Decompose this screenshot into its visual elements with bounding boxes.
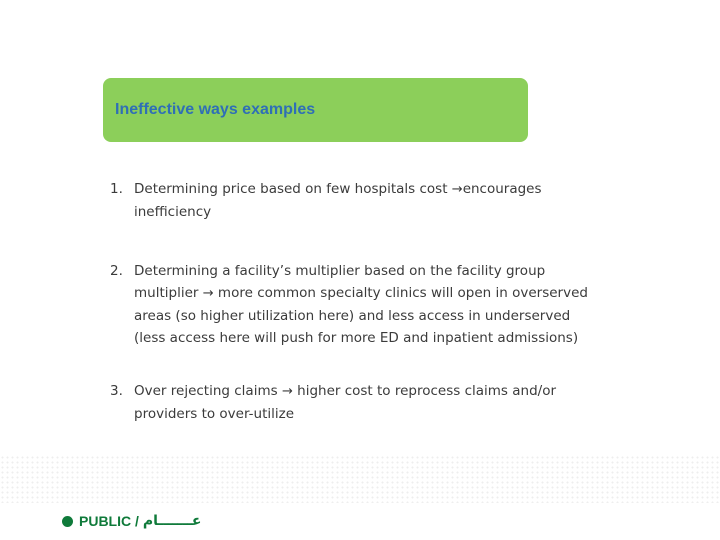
text-segment: encourages — [462, 181, 542, 197]
text-line — [134, 403, 556, 425]
text-segment: (less access here will push for more ED and inpatient admissions) — [134, 330, 579, 346]
text-segment: more common specialty clinics will open in overserved — [213, 285, 588, 301]
list-item-number: 1. — [110, 181, 123, 197]
list-item-text — [134, 380, 556, 425]
classification-footer — [62, 510, 201, 532]
classification-label: PUBLIC / — [79, 513, 139, 529]
text-line — [134, 327, 588, 349]
arrow-right-icon: → — [281, 384, 293, 399]
text-segment: Determining a facility’s multiplier based on the facility group — [134, 263, 546, 279]
text-line — [134, 305, 588, 327]
status-dot-icon — [62, 516, 73, 527]
text-line — [134, 380, 556, 403]
text-segment: multiplier — [134, 285, 203, 301]
header-title: Ineffective ways examples — [115, 101, 316, 118]
text-segment: Determining price based on few hospitals cost — [134, 181, 452, 197]
text-segment: inefficiency — [134, 204, 212, 220]
text-line — [134, 282, 588, 305]
text-line — [134, 260, 588, 282]
list-item-text — [134, 260, 588, 349]
text-line — [134, 201, 542, 223]
classification-label-arabic: عـــــــام — [142, 513, 202, 529]
text-segment: Over rejecting claims — [134, 383, 282, 399]
list-item-text — [134, 178, 542, 223]
list-item-number: 2. — [110, 263, 123, 279]
text-segment: providers to over-utilize — [134, 406, 295, 422]
text-segment: higher cost to reprocess claims and/or — [292, 383, 557, 399]
text-segment: areas (so higher utilization here) and less access in underserved — [134, 308, 571, 324]
decorative-pattern — [0, 455, 720, 503]
text-line — [134, 178, 542, 201]
list-item-number: 3. — [110, 383, 123, 399]
arrow-right-icon: → — [451, 182, 463, 197]
arrow-right-icon: → — [202, 286, 214, 301]
